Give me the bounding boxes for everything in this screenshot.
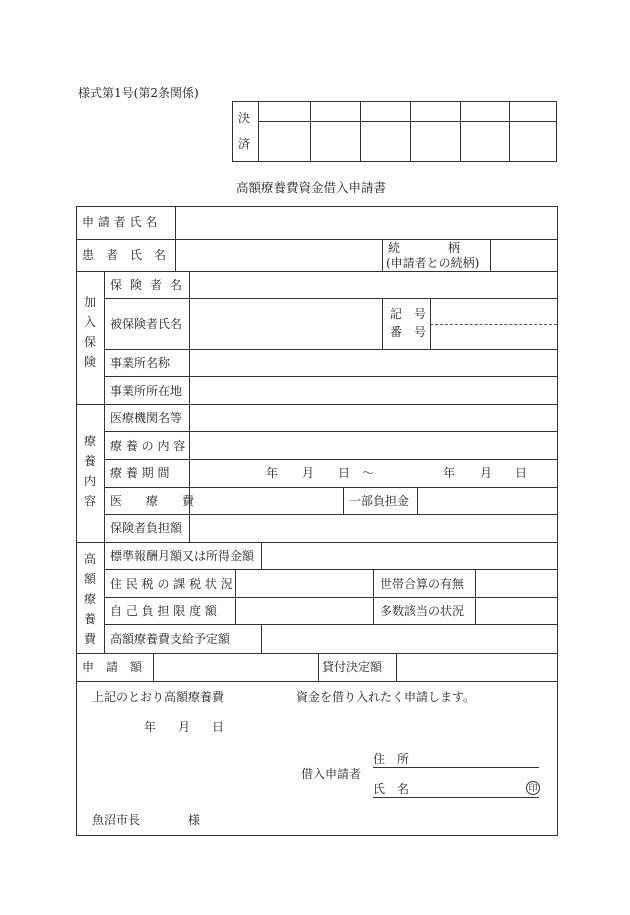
- approval-stamp-cell[interactable]: [461, 122, 508, 161]
- facility-label: 医療機関名等: [110, 411, 183, 425]
- limit-label: 自 己 負 担 限 度 額: [110, 604, 217, 618]
- income-field[interactable]: [262, 543, 556, 568]
- relation-field[interactable]: [491, 240, 556, 270]
- insurer-share-field[interactable]: [190, 515, 556, 541]
- number-field[interactable]: [431, 325, 556, 348]
- insurer-share-label: 保険者負担額: [110, 521, 183, 535]
- applicant-name-field[interactable]: [176, 207, 556, 238]
- insurance-group-label: 加 入 保 険: [83, 295, 96, 369]
- approval-stamp-cell[interactable]: [510, 122, 556, 161]
- care-group-label: 療 養 内 容: [83, 434, 96, 508]
- care-content-label: 療 養 の 内 容: [110, 439, 186, 453]
- statement-part-2: 資金を借り入れたく申請します。: [296, 690, 476, 704]
- period-end-day: 日: [515, 466, 528, 480]
- approval-stamp-cell[interactable]: [361, 122, 409, 161]
- period-end-month: 月: [480, 466, 493, 480]
- symbol-field[interactable]: [431, 299, 556, 323]
- residence-tax-field[interactable]: [236, 570, 372, 596]
- facility-field[interactable]: [190, 405, 556, 430]
- patient-name-field[interactable]: [176, 240, 381, 270]
- borrower-address-label: 住 所: [373, 752, 410, 766]
- household-field[interactable]: [476, 570, 556, 596]
- period-start-year: 年: [266, 466, 279, 480]
- honorific: 様: [188, 813, 201, 827]
- date-day: 日: [212, 720, 225, 734]
- scheduled-label: 高額療養費支給予定額: [110, 632, 231, 646]
- number-label: 番 号: [390, 325, 427, 339]
- limit-field[interactable]: [236, 598, 372, 623]
- care-content-field[interactable]: [190, 432, 556, 458]
- approval-stamp-cell[interactable]: [259, 122, 309, 161]
- insurer-field[interactable]: [190, 272, 556, 297]
- multiple-field[interactable]: [476, 598, 556, 623]
- borrower-label: 借入申請者: [301, 767, 362, 781]
- seal-icon: 印: [526, 781, 540, 795]
- period-end-year: 年: [443, 466, 456, 480]
- insured-name-label: 被保険者氏名: [110, 317, 183, 331]
- residence-tax-label: 住 民 税 の 課 税 状 況: [110, 577, 233, 591]
- decided-amount-label: 貸付決定額: [322, 660, 383, 674]
- relation-sublabel: (申請者との続柄): [386, 256, 480, 270]
- applicant-name-label: 申 請 者 氏 名: [82, 215, 158, 229]
- copay-label: 一部負担金: [349, 494, 410, 508]
- office-address-field[interactable]: [190, 377, 556, 403]
- patient-name-label: 患 者 氏 名: [82, 248, 167, 262]
- approval-label-2: 済: [238, 137, 251, 151]
- borrower-name-label: 氏 名: [373, 782, 410, 796]
- household-label: 世帯合算の有無: [380, 577, 465, 591]
- insurer-label: 保 険 者 名: [110, 278, 182, 292]
- care-period-label: 療 養 期 間: [110, 466, 170, 480]
- copay-field[interactable]: [418, 488, 556, 513]
- symbol-label: 記 号: [390, 307, 427, 321]
- office-name-label: 事業所名称: [110, 356, 171, 370]
- date-year: 年: [144, 720, 157, 734]
- decided-amount-field[interactable]: [397, 654, 556, 680]
- request-amount-label: 申 請 額: [82, 660, 143, 674]
- scheduled-field[interactable]: [262, 625, 556, 652]
- period-start-month: 月: [302, 466, 315, 480]
- multiple-label: 多数該当の状況: [380, 604, 465, 618]
- high-cost-group-label: 高 額 療 養 費: [83, 552, 96, 646]
- approval-label-1: 決: [238, 111, 251, 125]
- date-month: 月: [178, 720, 191, 734]
- mayor-addressee: 魚沼市長: [92, 813, 141, 827]
- approval-stamp-cell[interactable]: [411, 122, 459, 161]
- approval-stamp-cell[interactable]: [311, 122, 359, 161]
- medical-cost-label: 医 療 費: [110, 494, 195, 508]
- medical-cost-field[interactable]: [190, 488, 342, 513]
- income-label: 標準報酬月額又は所得金額: [110, 549, 255, 563]
- borrower-name-field[interactable]: [412, 779, 520, 796]
- relation-label: 続 柄: [388, 241, 461, 255]
- borrower-address-field[interactable]: [412, 749, 538, 766]
- form-number: 様式第1号(第2条関係): [78, 86, 199, 100]
- request-amount-field[interactable]: [154, 654, 317, 680]
- statement-part-1: 上記のとおり高額療養費: [92, 690, 225, 704]
- office-address-label: 事業所所在地: [110, 384, 183, 398]
- office-name-field[interactable]: [190, 350, 556, 375]
- insured-name-field[interactable]: [190, 299, 381, 348]
- page-title: 高額療養費資金借入申請書: [236, 180, 387, 195]
- period-start-day: 日 〜: [338, 466, 375, 480]
